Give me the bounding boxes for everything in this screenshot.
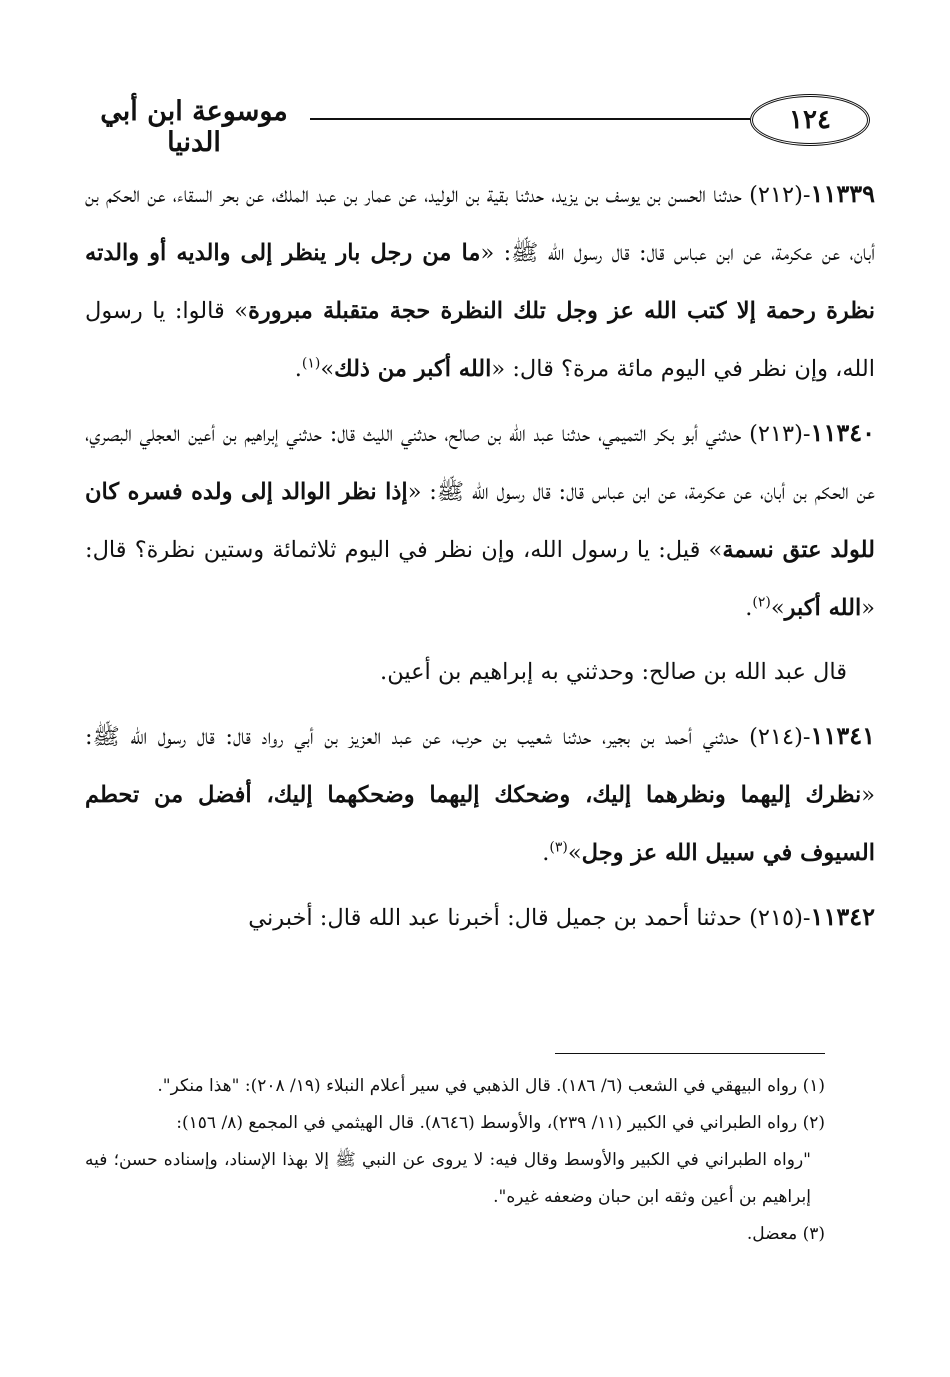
hadith-text: . [294, 356, 302, 382]
hadith-text: -(٢١٤) حدثني أحمد بن بجير، حدثنا شعيب بن حرب، عن عبد العزيز بن أبي رواد قال: قال رسول الله ﷺ: « [85, 724, 875, 808]
footnote-1: (١) رواه البيهقي في الشعب (٦/ ١٨٦). قال الذهبي في سير أعلام النبلاء (١٩/ ٢٠٨): "هذا منكر". [157, 1076, 825, 1096]
hadith-text: . [745, 595, 753, 621]
hadith-1340 [85, 404, 875, 637]
hadith-quote: إذا نظر الوالد إلى ولده فسره كان للولد عتق نسمة [85, 479, 875, 563]
hadith-quote: الله أكبر [784, 595, 862, 621]
hadith-text: . [542, 840, 550, 866]
hadith-text: » قيل: يا رسول الله، وإن نظر في اليوم ثلاثمائة وستين نظرة؟ قال: « [85, 537, 875, 621]
footnotes [85, 1068, 825, 1253]
hadith-quote: نظرك إليهما ونظرهما إليك، وضحكك إليهما وضحكهما إليك، أفضل من تحطم السيوف في سبيل الله عز وجل [85, 782, 875, 866]
footnote-ref: (٢) [752, 594, 771, 611]
hadith-text: -(٢١٥) حدثنا أحمد بن جميل قال: أخبرنا عبد الله قال: أخبرني [248, 905, 811, 931]
hadith-1342 [85, 888, 875, 947]
header-rule [310, 118, 750, 120]
hadith-text: » [770, 595, 785, 621]
running-header [80, 88, 870, 158]
hadith-1341 [85, 707, 875, 882]
book-title: موسوعة ابن أبي الدنيا [100, 96, 288, 158]
hadith-quote: ما من رجل بار ينظر إلى والديه أو والدته نظرة رحمة إلا كتب الله عز وجل تلك النظرة حجة متقبلة مبرورة [85, 240, 875, 324]
hadith-text: » [567, 840, 582, 866]
hadith-number: ١١٣٣٩ [810, 179, 875, 208]
hadith-text: » قالوا: يا رسول الله، وإن نظر في اليوم مائة مرة؟ قال: « [85, 298, 875, 382]
hadith-quote: الله أكبر من ذلك [334, 356, 492, 382]
footnote-3: (٣) معضل. [746, 1224, 825, 1244]
hadith-text: » [320, 356, 335, 382]
hadith-number: ١١٣٤٢ [810, 902, 875, 931]
footnote-ref: (١) [301, 355, 321, 372]
main-text [85, 165, 875, 953]
hadith-number: ١١٣٤١ [810, 721, 875, 750]
footnote-2: (٢) رواه الطبراني في الكبير (١١/ ٢٣٩)، والأوسط (٨٦٤٦). قال الهيثمي في المجمع (٨/ ١٥٦): [176, 1113, 825, 1133]
hadith-text: -(٢١٣) حدثني أبو بكر التميمي، حدثنا عبد الله بن صالح، حدثني الليث قال: حدثني إبراهيم بن أعين العجلي البصري، عن الحكم بن أبان، عن عكرمة، عن ابن عباس قال: قال رسول الله ﷺ: « [85, 421, 875, 505]
footnote-separator [555, 1053, 825, 1054]
footnote-ref: (٣) [549, 839, 568, 856]
footnote-2-quote: "رواه الطبراني في الكبير والأوسط وقال فيه: لا يروى عن النبي ﷺ إلا بهذا الإسناد، وإسناده حسن؛ فيه إبراهيم بن أعين وثقه ابن حبان وضعفه غيره". [85, 1150, 811, 1207]
hadith-text: -(٢١٢) حدثنا الحسن بن يوسف بن يزيد، حدثنا بقية بن الوليد، عن عمار بن عبد الملك، عن بحر السقاء، عن الحكم بن أبان، عن عكرمة، عن ابن عباس قال: قال رسول الله ﷺ: « [85, 182, 876, 266]
narrator-note: قال عبد الله بن صالح: وحدثني به إبراهيم بن أعين. [380, 659, 847, 685]
hadith-number: ١١٣٤٠ [810, 418, 875, 447]
hadith-1339 [85, 165, 875, 398]
page-number: ١٢٤ [750, 94, 870, 146]
